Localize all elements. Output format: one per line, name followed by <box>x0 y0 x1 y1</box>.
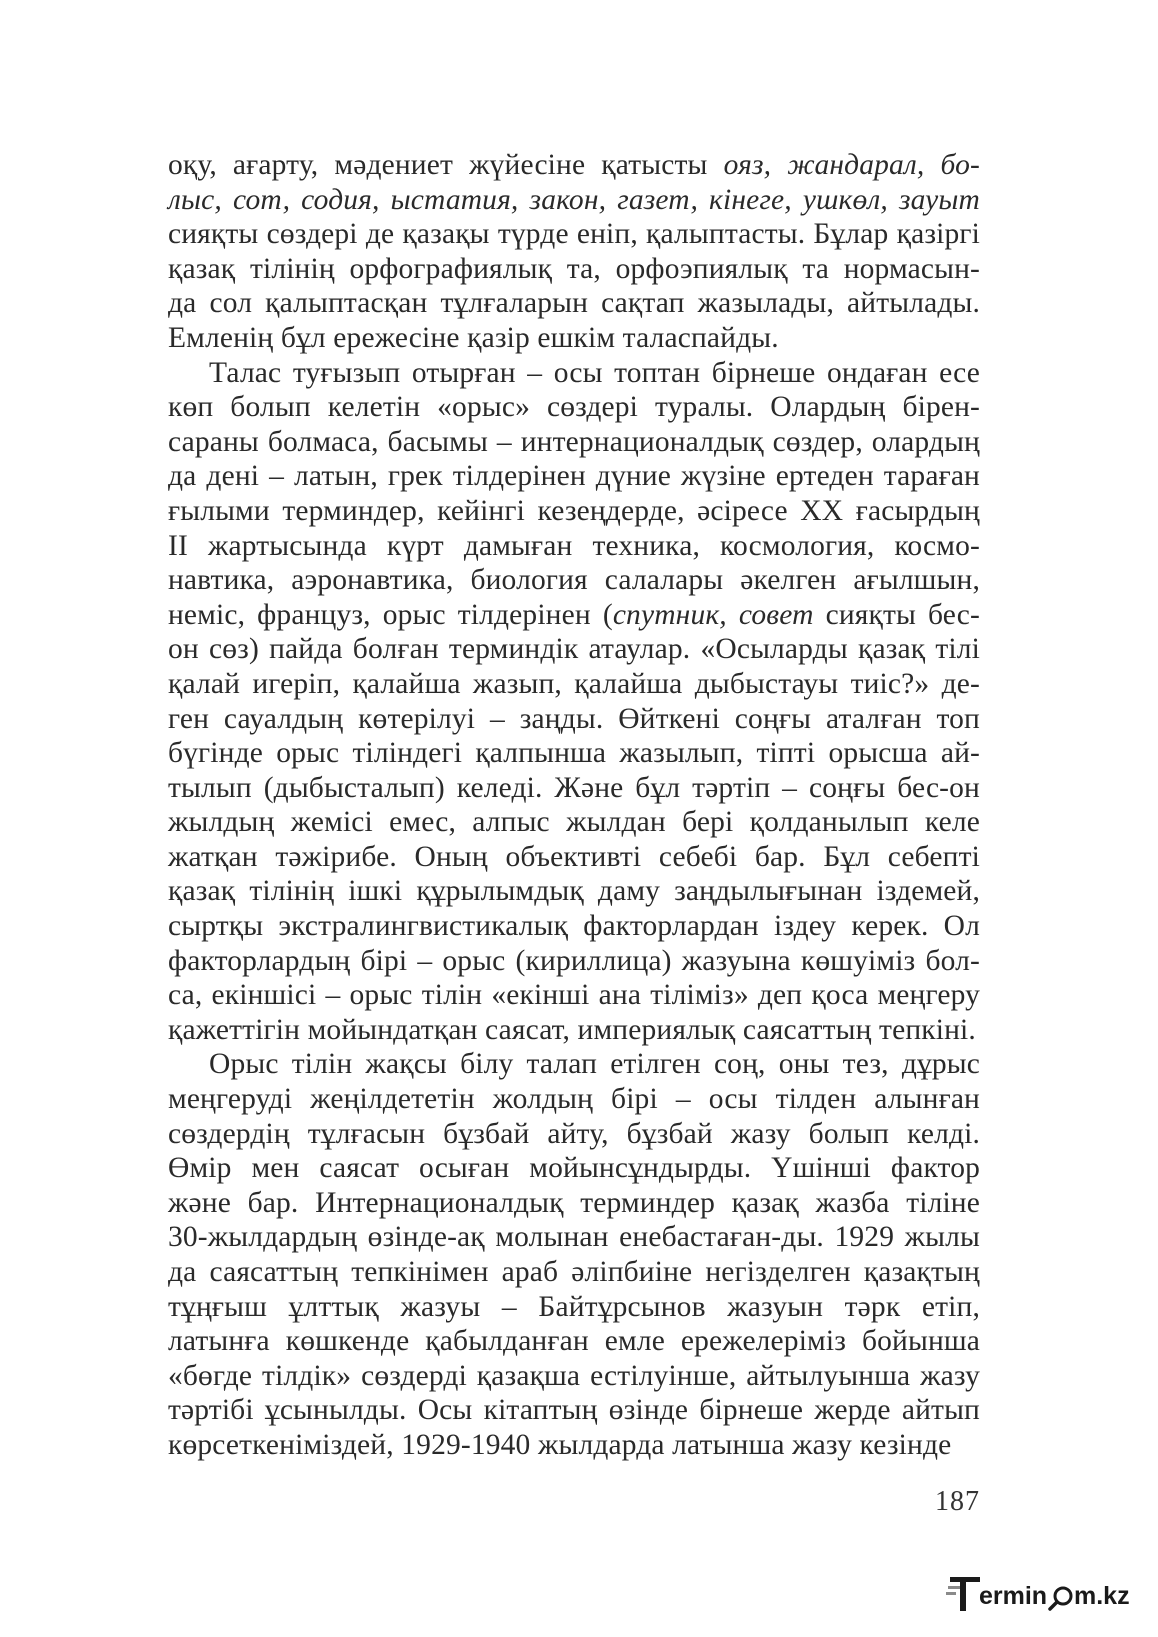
text-line <box>168 909 980 944</box>
italic-term: ояз, жандарал, бо- <box>723 149 980 181</box>
text-line <box>168 978 980 1013</box>
text-segment: тұңғыш ұлттық жазуы – Байтұрсынов жазуын тәрк етіп, <box>168 1290 980 1323</box>
italic-term: спутник, совет <box>612 598 814 631</box>
text-line <box>168 1220 980 1255</box>
page-text <box>168 148 980 1463</box>
text-segment: бүгінде орыс тіліндегі қалпынша жазылып, тіпті орысша ай- <box>168 737 980 770</box>
text-segment: қазақ тілінің ішкі құрылымдық даму заңдылығынан іздемей, <box>168 875 980 908</box>
text-segment: ген сауалдың көтерілуі – заңды. Өйткені соңғы аталған топ <box>168 702 980 735</box>
text-line <box>168 667 980 702</box>
text-line <box>168 1393 980 1428</box>
text-segment: қазақ тілінің орфографиялық та, орфоэпиялық та нормасын- <box>168 252 980 285</box>
text-line <box>168 183 980 218</box>
text-segment: оқу, ағарту, мәдениет жүйесіне қатысты <box>168 149 724 181</box>
text-segment: сияқты бес- <box>813 598 980 631</box>
text-segment: Өмір мен саясат осыған мойынсұндырды. Үшінші фактор <box>168 1152 980 1185</box>
text-line <box>168 598 980 633</box>
text-segment: латынға көшкенде қабылданған емле ережелеріміз бойынша <box>168 1325 980 1358</box>
text-line <box>168 286 980 321</box>
text-line <box>168 702 980 737</box>
text-segment: сыртқы экстралингвистикалық факторлардан іздеу керек. Ол <box>168 910 980 943</box>
text-line <box>168 1082 980 1117</box>
text-segment: тәртібі ұсынылды. Осы кітаптың өзінде бірнеше жерде айтып <box>168 1394 980 1427</box>
text-segment: навтика, аэронавтика, биология салалары әкелген ағылшын, <box>168 564 980 597</box>
text-segment: факторлардың бірі – орыс (кириллица) жазуына көшуіміз бол- <box>168 944 980 977</box>
text-segment: да дені – латын, грек тілдерінен дүние жүзіне ертеден тараған <box>168 460 980 493</box>
text-segment: ғылыми терминдер, кейінгі кезеңдерде, әсіресе ХХ ғасырдың <box>168 494 980 527</box>
text-line <box>168 771 980 806</box>
text-line <box>168 356 980 391</box>
text-line <box>168 321 980 356</box>
text-segment: сияқты сөздері де қазақы түрде еніп, қалыптасты. Бұлар қазіргі <box>168 218 980 251</box>
text-segment: меңгеруді жеңілдететін жолдың бірі – осы тілден алынған <box>168 1083 980 1116</box>
text-line <box>168 874 980 909</box>
text-line <box>168 805 980 840</box>
text-line <box>168 1186 980 1221</box>
text-segment: ІІ жартысында күрт дамыған техника, космология, космо- <box>168 529 980 562</box>
text-segment: қалай игеріп, қалайша жазып, қалайша дыбыстауы тиіс?» де- <box>168 667 980 700</box>
text-line <box>168 459 980 494</box>
text-segment: Талас туғызып отырған – осы топтан бірнеше ондаған есе <box>209 356 980 389</box>
text-segment: 30-жылдардың өзінде-ақ молынан енебастаған-ды. 1929 жылы <box>168 1221 980 1254</box>
text-segment: Орыс тілін жақсы білу талап етілген соң, оны тез, дұрыс <box>209 1048 980 1081</box>
text-line <box>168 1324 980 1359</box>
text-line <box>168 1290 980 1325</box>
text-line <box>168 1255 980 1290</box>
text-line <box>168 563 980 598</box>
text-segment: және бар. Интернационалдық терминдер қазақ жазба тіліне <box>168 1186 980 1219</box>
text-line <box>168 425 980 460</box>
page-number: 187 <box>935 1486 980 1517</box>
text-segment: са, екіншісі – орыс тілін «екінші ана тіліміз» деп қоса меңгеру <box>168 979 980 1012</box>
text-line <box>168 494 980 529</box>
text-segment: да сол қалыптасқан тұлғаларын сақтап жазылады, айтылады. <box>168 287 980 320</box>
text-line <box>168 736 980 771</box>
termincom-logo <box>946 1569 1146 1621</box>
text-line <box>168 217 980 252</box>
watermark-text-part2: m.kz <box>1074 1582 1130 1610</box>
text-segment: сөздердің тұлғасын бұзбай айту, бұзбай жазу болып келді. <box>168 1117 980 1150</box>
text-segment: жатқан тәжірибе. Оның объективті себебі бар. Бұл себепті <box>168 840 980 873</box>
text-line <box>168 390 980 425</box>
italic-term: лыс, сот, содия, ыстатия, закон, газет, кінеге, ушкөл, зауыт <box>168 183 980 216</box>
logo-t-icon <box>946 1577 980 1611</box>
magnifier-icon <box>1050 1588 1071 1609</box>
text-line <box>168 1117 980 1152</box>
watermark-text-part1: ermin <box>979 1582 1048 1610</box>
text-line <box>168 529 980 564</box>
text-line <box>168 944 980 979</box>
text-line <box>168 1151 980 1186</box>
text-segment: сараны болмаса, басымы – интернационалдық сөздер, олардың <box>168 425 980 458</box>
text-segment: көрсеткеніміздей, 1929-1940 жылдарда латынша жазу кезінде <box>168 1428 952 1461</box>
text-segment: неміс, француз, орыс тілдерінен ( <box>168 598 613 631</box>
text-line <box>168 840 980 875</box>
termincom-watermark[interactable] <box>946 1569 1146 1621</box>
text-line <box>168 148 980 183</box>
text-line <box>168 1013 980 1048</box>
text-segment: Емленің бұл ережесіне қазір ешкім таласпайды. <box>168 321 779 354</box>
text-segment: да саясаттың тепкінімен араб әліпбиіне негізделген қазақтың <box>168 1256 980 1288</box>
text-segment: он сөз) пайда болған терминдік атаулар. «Осыларды қазақ тілі <box>168 633 980 666</box>
text-line <box>168 252 980 287</box>
text-segment: көп болып келетін «орыс» сөздері туралы. Олардың бірен- <box>168 391 980 424</box>
text-segment: жылдың жемісі емес, алпыс жылдан бері қолданылып келе <box>168 806 980 839</box>
text-line <box>168 1428 980 1463</box>
text-line <box>168 1359 980 1394</box>
text-line <box>168 1047 980 1082</box>
text-segment: тылып (дыбысталып) келеді. Және бұл тәртіп – соңғы бес-он <box>168 771 980 804</box>
text-line <box>168 632 980 667</box>
text-segment: қажеттігін мойындатқан саясат, империялық саясаттың тепкіні. <box>168 1013 976 1046</box>
text-segment: «бөгде тілдік» сөздерді қазақша естілуінше, айтылуынша жазу <box>168 1359 980 1392</box>
